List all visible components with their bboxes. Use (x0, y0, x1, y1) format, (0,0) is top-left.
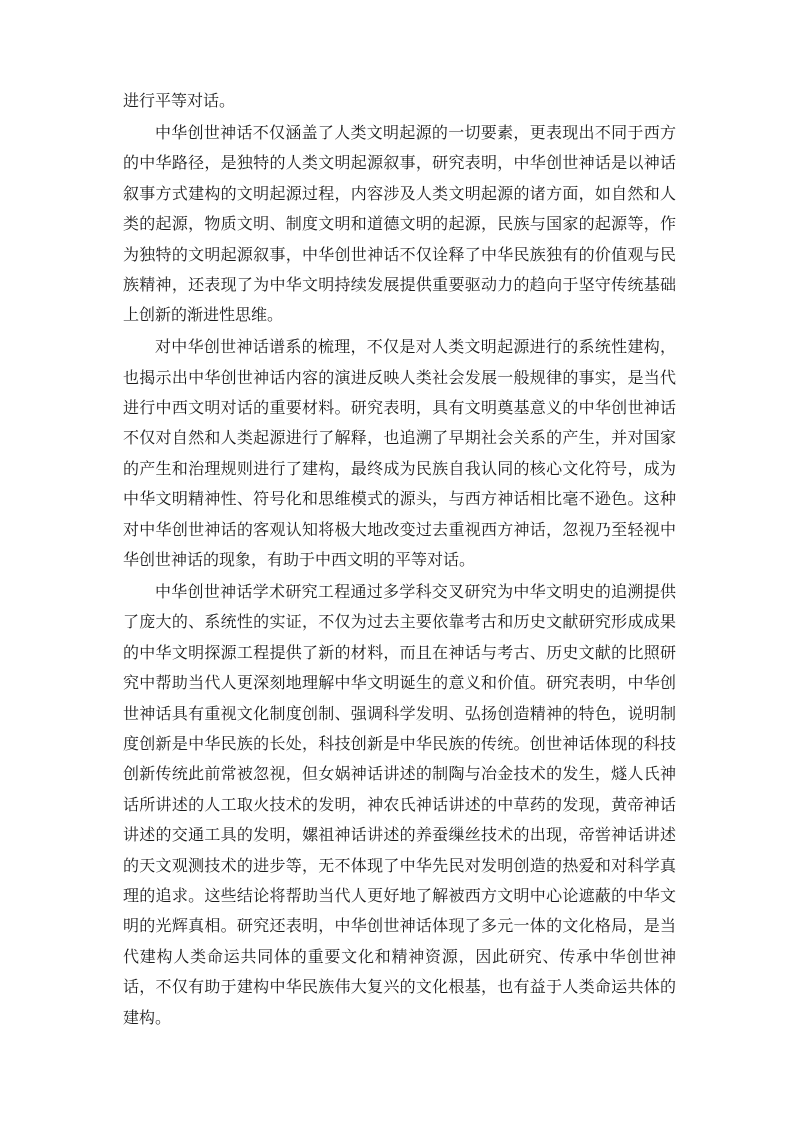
article-body (123, 86, 676, 1035)
paragraph-continuation: 进行平等对话。 (123, 91, 236, 110)
paragraph-genealogy: 对中华创世神话谱系的梳理，不仅是对人类文明起源进行的系统性建构，也揭示出中华创世神话内容的演进反映人类社会发展一般规律的事实，是当代进行中西文明对话的重要材料。研究表明，具有文明奠基意义的中华创世神话不仅对自然和人类起源进行了解释，也追溯了早期社会关系的产生，并对国家的产生和治理规则进行了建构，最终成为民族自我认同的核心文化符号，成为中华文明精神性、符号化和思维模式的源头，与西方神话相比毫不逊色。这种对中华创世神话的客观认知将极大地改变过去重视西方神话，忽视乃至轻视中华创世神话的现象，有助于中西文明的平等对话。 (123, 337, 676, 570)
paragraph-research-project: 中华创世神话学术研究工程通过多学科交叉研究为中华文明史的追溯提供了庞大的、系统性的实证，不仅为过去主要依靠考古和历史文献研究形成成果的中华文明探源工程提供了新的材料，而且在神话与考古、历史文献的比照研究中帮助当代人更深刻地理解中华文明诞生的意义和价值。研究表明，中华创世神话具有重视文化制度创制、强调科学发明、弘扬创造精神的特色，说明制度创新是中华民族的长处，科技创新是中华民族的传统。创世神话体现的科技创新传统此前常被忽视，但女娲神话讲述的制陶与冶金技术的发生，燧人氏神话所讲述的人工取火技术的发明，神农氏神话讲述的中草药的发现，黄帝神话讲述的交通工具的发明，嫘祖神话讲述的养蚕缫丝技术的出现，帝喾神话讲述的天文观测技术的进步等，无不体现了中华先民对发明创造的热爱和对科学真理的追求。这些结论将帮助当代人更好地了解被西方文明中心论遮蔽的中华文明的光辉真相。研究还表明，中华创世神话体现了多元一体的文化格局，是当代建构人类命运共同体的重要文化和精神资源，因此研究、传承中华创世神话，不仅有助于建构中华民族伟大复兴的文化根基，也有益于人类命运共体的建构。 (123, 582, 676, 1027)
paragraph-origin-narrative: 中华创世神话不仅涵盖了人类文明起源的一切要素，更表现出不同于西方的中华路径，是独特的人类文明起源叙事，研究表明，中华创世神话是以神话叙事方式建构的文明起源过程，内容涉及人类文明起源的诸方面，如自然和人类的起源，物质文明、制度文明和道德文明的起源，民族与国家的起源等，作为独特的文明起源叙事，中华创世神话不仅诠释了中华民族独有的价值观与民族精神，还表现了为中华文明持续发展提供重要驱动力的趋向于坚守传统基础上创新的渐进性思维。 (123, 122, 676, 325)
